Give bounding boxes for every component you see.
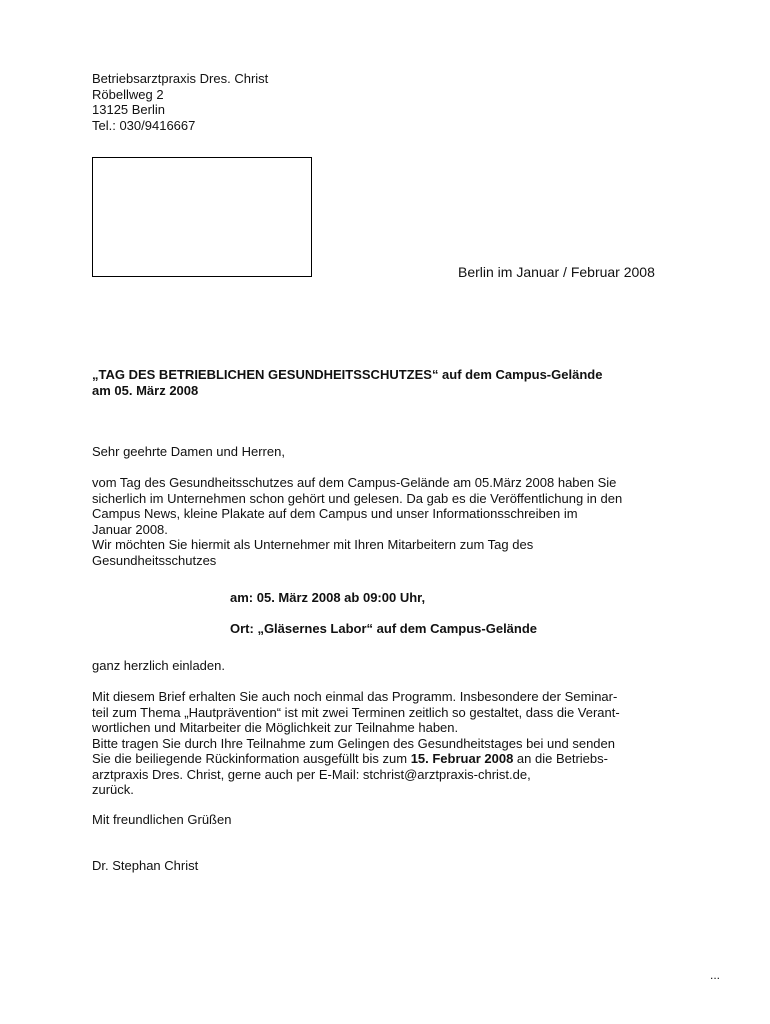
- deadline-text-before: Sie die beiliegende Rückinformation ausgefüllt bis zum: [92, 751, 411, 766]
- deadline-line: [92, 751, 692, 767]
- recipient-address-box: [92, 157, 312, 277]
- paragraph-line: teil zum Thema „Hautprävention“ ist mit zwei Terminen zeitlich so gestaltet, dass die Verant-: [92, 704, 620, 720]
- deadline-text-after: an die Betriebs-: [513, 751, 608, 766]
- program-paragraph: [92, 689, 692, 798]
- subject-line-1: „TAG DES BETRIEBLICHEN GESUNDHEITSSCHUTZES“ auf dem Campus-Gelände: [92, 367, 603, 382]
- date-line: Berlin im Januar / Februar 2008: [458, 264, 655, 280]
- paragraph-line: Bitte tragen Sie durch Ihre Teilnahme zum Gelingen des Gesundheitstages bei und senden: [92, 735, 615, 751]
- event-date-time: am: 05. März 2008 ab 09:00 Uhr,: [230, 590, 426, 605]
- sender-address: [92, 71, 268, 133]
- paragraph-line: sicherlich im Unternehmen schon gehört und gelesen. Da gab es die Veröffentlichung in den: [92, 490, 623, 506]
- continuation-marker: ...: [710, 968, 721, 982]
- closing-phrase: Mit freundlichen Grüßen: [92, 812, 232, 827]
- sender-street: Röbellweg 2: [92, 86, 164, 102]
- paragraph-line: zurück.: [92, 782, 134, 797]
- event-location: Ort: „Gläsernes Labor“ auf dem Campus-Gelände: [230, 620, 538, 636]
- deadline-date: 15. Februar 2008: [410, 751, 514, 766]
- paragraph-line: arztpraxis Dres. Christ, gerne auch per E-Mail: stchrist@arztpraxis-christ.de,: [92, 766, 531, 782]
- intro-paragraph: [92, 475, 692, 568]
- paragraph-line: Gesundheitsschutzes: [92, 552, 217, 568]
- event-details: [230, 590, 537, 636]
- letter-subject: [92, 367, 602, 398]
- subject-line-2: am 05. März 2008: [92, 382, 199, 398]
- sender-phone: Tel.: 030/9416667: [92, 117, 196, 133]
- paragraph-line: Campus News, kleine Plakate auf dem Campus und unser Informationsschreiben im: [92, 506, 578, 521]
- invitation-line: ganz herzlich einladen.: [92, 658, 225, 673]
- salutation: Sehr geehrte Damen und Herren,: [92, 444, 285, 459]
- signature-name: Dr. Stephan Christ: [92, 858, 199, 873]
- paragraph-line: Wir möchten Sie hiermit als Unternehmer mit Ihren Mitarbeitern zum Tag des: [92, 537, 534, 552]
- paragraph-line: wortlichen und Mitarbeiter die Möglichkeit zur Teilnahme haben.: [92, 720, 459, 735]
- sender-city: 13125 Berlin: [92, 102, 165, 117]
- paragraph-line: Januar 2008.: [92, 521, 168, 537]
- sender-name: Betriebsarztpraxis Dres. Christ: [92, 71, 269, 86]
- paragraph-line: Mit diesem Brief erhalten Sie auch noch einmal das Programm. Insbesondere der Seminar-: [92, 689, 618, 704]
- paragraph-line: vom Tag des Gesundheitsschutzes auf dem Campus-Gelände am 05.März 2008 haben Sie: [92, 475, 617, 490]
